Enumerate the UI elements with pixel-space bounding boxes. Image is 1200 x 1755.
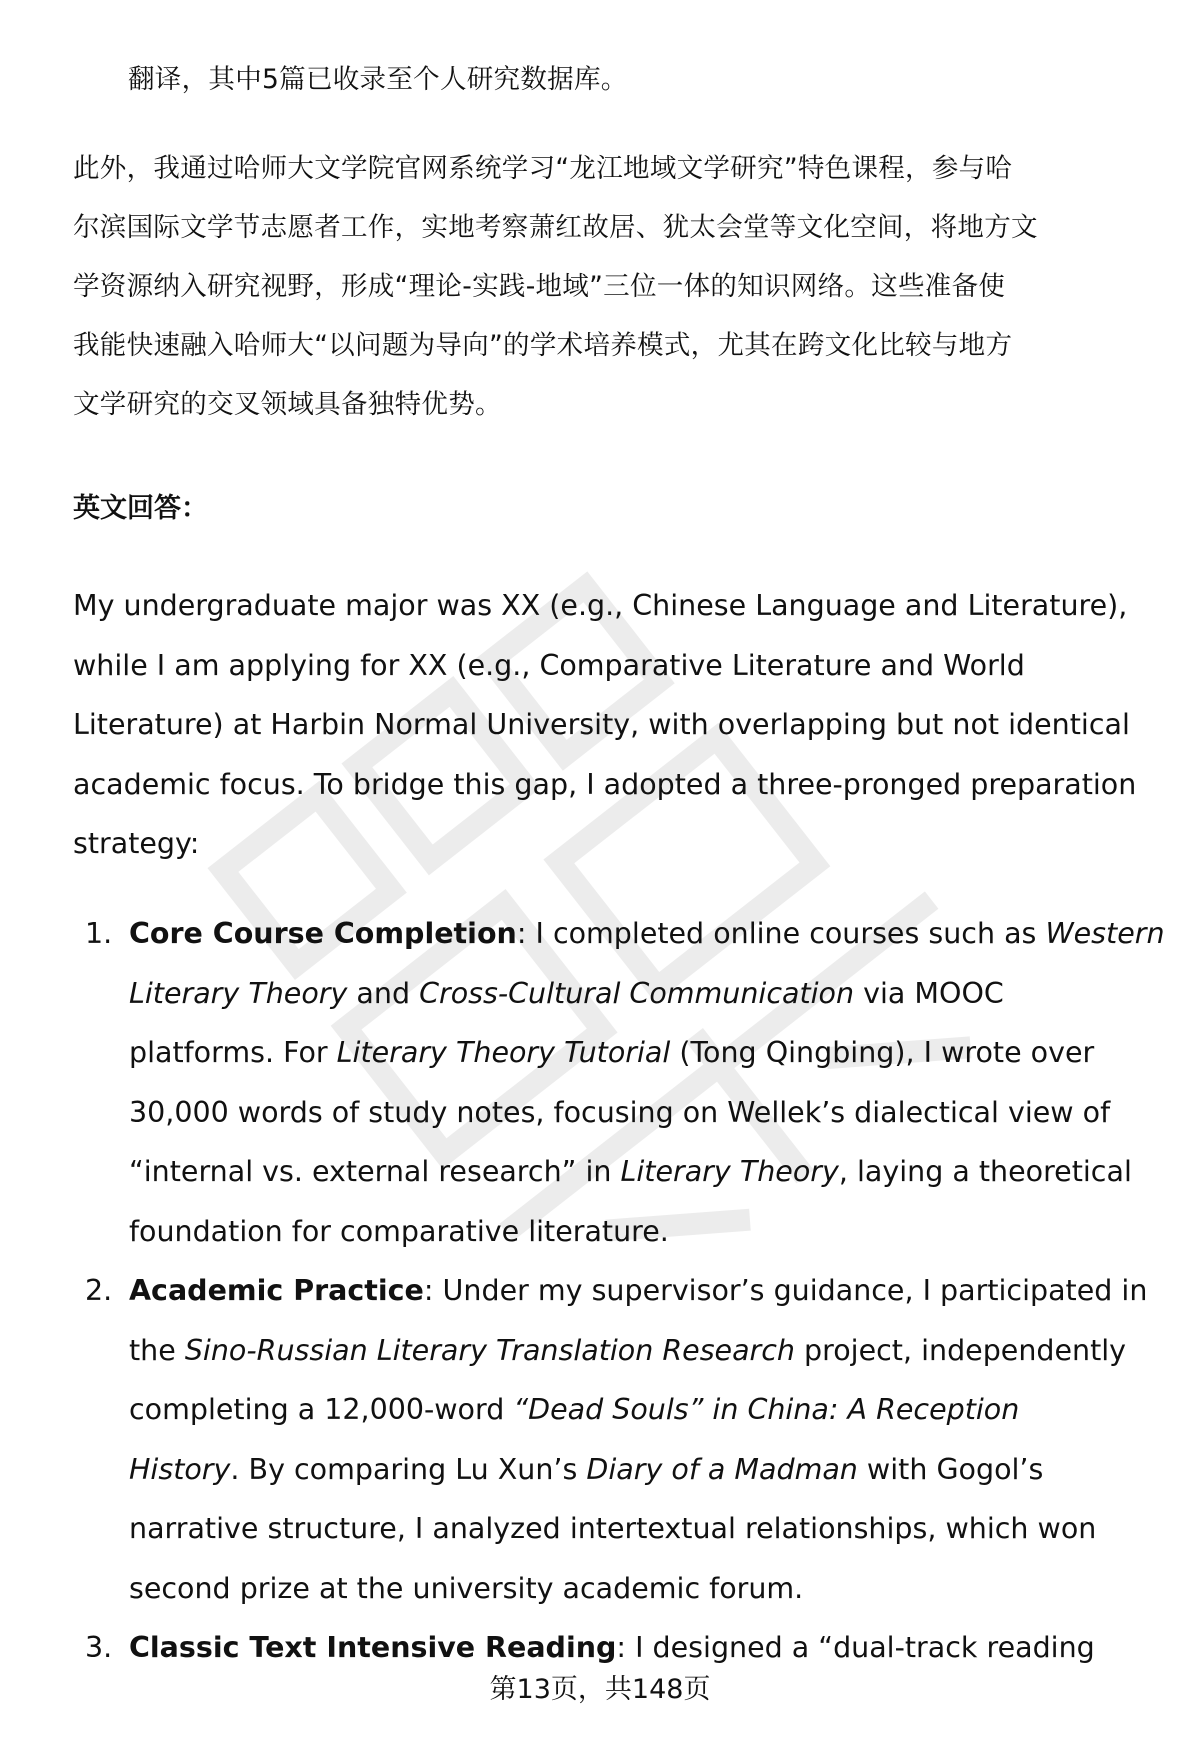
list-item — [73, 904, 1173, 1261]
item-text: : I completed online courses such as — [516, 917, 1046, 950]
item-text: : Under my supervisor’s guidance, I participated in — [423, 1274, 1148, 1307]
list-item — [73, 1618, 1173, 1678]
item-text: foundation for comparative literature. — [129, 1214, 669, 1248]
english-answer-heading: 英文回答： — [73, 493, 208, 524]
zh-line: 尔滨国际文学节志愿者工作，实地考察萧红故居、犹太会堂等文化空间，将地方文 — [73, 212, 1038, 243]
en-line: Literature) at Harbin Normal University, with overlapping but not identical — [73, 708, 1130, 741]
page-number-footer: 第13页，共148页 — [489, 1674, 711, 1705]
item-text: platforms. For — [129, 1036, 337, 1069]
item-italic: Literary Theory — [129, 976, 348, 1010]
en-line: while I am applying for XX (e.g., Comparative Literature and World — [73, 648, 1025, 682]
item-text: and — [347, 976, 420, 1010]
item-title: Classic Text Intensive Reading — [129, 1631, 617, 1664]
zh-paragraph — [73, 139, 1153, 434]
item-title: Core Course Completion — [129, 917, 517, 950]
item-italic: History — [129, 1452, 231, 1486]
item-italic: “Dead Souls” in China: A Reception — [513, 1393, 1020, 1426]
en-line: strategy: — [73, 827, 200, 860]
item-text: project, independently — [795, 1333, 1127, 1367]
item-text: . By comparing Lu Xun’s — [230, 1452, 587, 1486]
preparation-strategy-list — [73, 904, 1173, 1678]
en-intro-paragraph — [73, 576, 1163, 874]
zh-line: 此外，我通过哈师大文学院官网系统学习“龙江地域文学研究”特色课程，参与哈 — [73, 153, 1013, 184]
item-text: with Gogol’s — [857, 1452, 1044, 1486]
item-text: : I designed a “dual-track reading — [616, 1631, 1095, 1664]
item-italic: Sino-Russian Literary Translation Research — [184, 1333, 795, 1367]
zh-paragraph-continuation: 翻译，其中5篇已收录至个人研究数据库。 — [128, 64, 628, 95]
item-text: narrative structure, I analyzed intertextual relationships, which won — [129, 1512, 1097, 1545]
item-italic: Literary Theory Tutorial — [336, 1036, 671, 1069]
item-italic: Diary of a Madman — [586, 1452, 858, 1486]
item-text: via MOOC — [854, 976, 1004, 1010]
zh-line: 学资源纳入研究视野，形成“理论-实践-地域”三位一体的知识网络。这些准备使 — [73, 271, 1006, 302]
item-text: second prize at the university academic forum. — [129, 1571, 804, 1605]
item-italic: Western — [1045, 917, 1165, 950]
item-text: , laying a theoretical — [838, 1155, 1132, 1188]
list-item — [73, 1261, 1173, 1618]
item-text: completing a 12,000-word — [129, 1393, 514, 1426]
zh-line: 文学研究的交叉领域具备独特优势。 — [73, 389, 502, 420]
item-text: 30,000 words of study notes, focusing on Wellek’s dialectical view of — [129, 1095, 1111, 1129]
item-italic: Cross-Cultural Communication — [419, 976, 855, 1010]
item-italic: Literary Theory — [620, 1155, 839, 1188]
item-text: “internal vs. external research” in — [129, 1155, 621, 1188]
item-title: Academic Practice — [129, 1274, 424, 1307]
list-number: 1. — [85, 917, 113, 950]
en-line: My undergraduate major was XX (e.g., Chinese Language and Literature), — [73, 589, 1128, 622]
item-text: the — [129, 1333, 185, 1367]
en-line: academic focus. To bridge this gap, I adopted a three-pronged preparation — [73, 767, 1137, 801]
item-text: (Tong Qingbing), I wrote over — [670, 1036, 1095, 1069]
list-number: 3. — [85, 1631, 113, 1664]
list-number: 2. — [85, 1274, 113, 1307]
zh-line: 我能快速融入哈师大“以问题为导向”的学术培养模式，尤其在跨文化比较与地方 — [73, 330, 1013, 361]
